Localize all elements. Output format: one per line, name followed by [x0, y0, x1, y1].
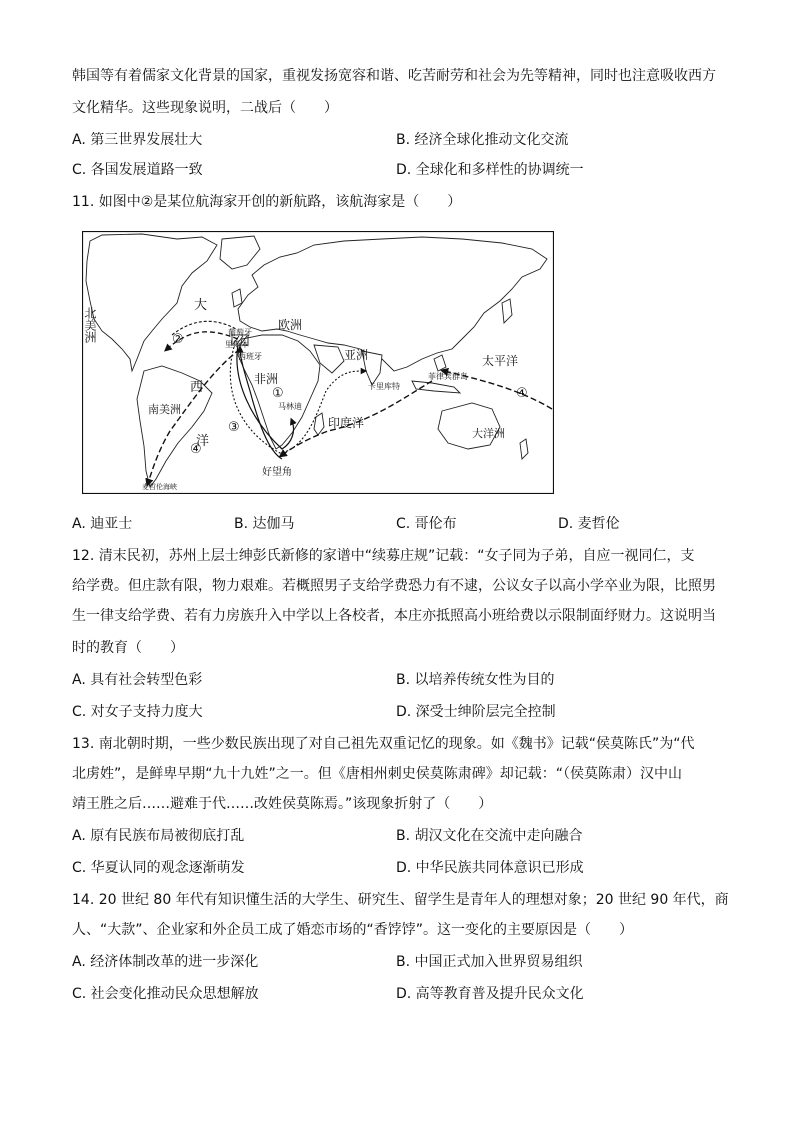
- route-marker-4-pacific: ④: [516, 386, 528, 401]
- world-route-map: [82, 231, 554, 494]
- q13-stem-line3: 靖王胜之后……避难于代……改姓侯莫陈焉。”该现象折射了（ ）: [72, 796, 493, 812]
- label-philippines: 菲律宾群岛: [428, 372, 468, 381]
- label-malindi: 马林迪: [278, 402, 302, 411]
- q11-option-c[interactable]: C. 哥伦布: [396, 516, 457, 532]
- route-marker-1: ①: [272, 386, 284, 401]
- label-north-america-1: 北美洲: [83, 307, 97, 343]
- q14-option-d[interactable]: D. 高等教育普及提升民众文化: [396, 986, 584, 1002]
- q10-stem-line2: 文化精华。这些现象说明，二战后（ ）: [72, 100, 338, 116]
- q13-stem-line2: 北虏姓”，是鲜卑早期“九十九姓”之一。但《唐相州刺史侯莫陈肃碑》却记载：“（侯莫陈肃）汉中山: [72, 766, 683, 782]
- label-lisbon: 里斯本: [225, 340, 249, 349]
- label-africa: 非洲: [254, 372, 279, 386]
- q13-option-d[interactable]: D. 中华民族共同体意识已形成: [396, 860, 584, 876]
- q12-option-c[interactable]: C. 对女子支持力度大: [72, 704, 203, 720]
- q14-stem-line2: 人、“大款”、企业家和外企员工成了婚恋市场的“香饽饽”。这一变化的主要原因是（ ）: [72, 922, 634, 938]
- label-calicut: 卡里库特: [368, 382, 400, 391]
- route-marker-4-atlantic: ④: [190, 442, 202, 457]
- q12-stem-line2: 给学费。但庄款有限，物力艰难。若概照男子支给学费恐力有不逮，公议女子以高小学卒业为限，比照男: [72, 578, 716, 594]
- label-yang: 洋: [196, 434, 210, 449]
- q10-option-c[interactable]: C. 各国发展道路一致: [72, 162, 203, 178]
- label-good-hope: 好望角: [262, 467, 292, 478]
- q13-option-b[interactable]: B. 胡汉文化在交流中走向融合: [396, 828, 583, 844]
- q11-option-b[interactable]: B. 达伽马: [234, 516, 295, 532]
- q14-option-a[interactable]: A. 经济体制改革的进一步深化: [72, 954, 259, 970]
- q10-option-a[interactable]: A. 第三世界发展壮大: [72, 132, 203, 148]
- label-xi: 西: [190, 380, 204, 395]
- label-magellan-strait: 麦哲伦海峡: [142, 483, 177, 491]
- australia-land: [438, 403, 500, 449]
- label-europe: 欧洲: [278, 318, 303, 332]
- q11-option-d[interactable]: D. 麦哲伦: [558, 516, 620, 532]
- q11-option-a[interactable]: A. 迪亚士: [72, 516, 133, 532]
- route-marker-3: ③: [228, 420, 240, 435]
- q11-stem: 11. 如图中②是某位航海家开创的新航路，该航海家是（ ）: [72, 194, 462, 210]
- q14-option-b[interactable]: B. 中国正式加入世界贸易组织: [396, 954, 583, 970]
- q12-stem-line4: 时的教育（ ）: [72, 640, 184, 656]
- q12-option-d[interactable]: D. 深受士绅阶层完全控制: [396, 704, 556, 720]
- q10-option-d[interactable]: D. 全球化和多样性的协调统一: [396, 162, 584, 178]
- label-spain: 西班牙: [238, 352, 262, 361]
- q13-option-c[interactable]: C. 华夏认同的观念逐渐萌发: [72, 860, 245, 876]
- label-asia: 亚洲: [344, 348, 369, 362]
- q13-stem-line1: 13. 南北朝时期，一些少数民族出现了对自己祖先双重记忆的现象。如《魏书》记载“侯莫陈氏”为“代: [72, 736, 695, 752]
- q12-stem-line3: 生一律支给学费、若有力房族升入中学以上各校者，本庄亦抵照高小班给费以示限制面纾财力。这说明当: [72, 608, 716, 624]
- label-da: 大: [194, 298, 208, 313]
- q14-stem-line1: 14. 20 世纪 80 年代有知识懂生活的大学生、研究生、留学生是青年人的理想对象；20 世纪 90 年代，商: [72, 892, 729, 908]
- q10-option-b[interactable]: B. 经济全球化推动文化交流: [396, 132, 569, 148]
- label-south-america: 南美洲: [148, 403, 181, 416]
- q10-stem-line1: 韩国等有着儒家文化背景的国家，重视发扬宽容和谐、吃苦耐劳和社会为先等精神，同时也注意吸收西方: [72, 68, 716, 84]
- route-marker-2: ②: [172, 332, 184, 347]
- q14-option-c[interactable]: C. 社会变化推动民众思想解放: [72, 986, 259, 1002]
- label-pacific: 太平洋: [482, 354, 519, 368]
- q12-stem-line1: 12. 清末民初，苏州上层士绅彭氏新修的家谱中“续募庄规”记载：“女子同为子弟，自应一视同仁，支: [72, 548, 695, 564]
- label-portugal: 葡萄牙: [228, 328, 252, 337]
- q12-option-a[interactable]: A. 具有社会转型色彩: [72, 672, 203, 688]
- q13-option-a[interactable]: A. 原有民族布局被彻底打乱: [72, 828, 245, 844]
- label-oceania: 大洋洲: [472, 427, 505, 440]
- q12-option-b[interactable]: B. 以培养传统女性为目的: [396, 672, 555, 688]
- label-indian-ocean: 印度洋: [328, 416, 365, 430]
